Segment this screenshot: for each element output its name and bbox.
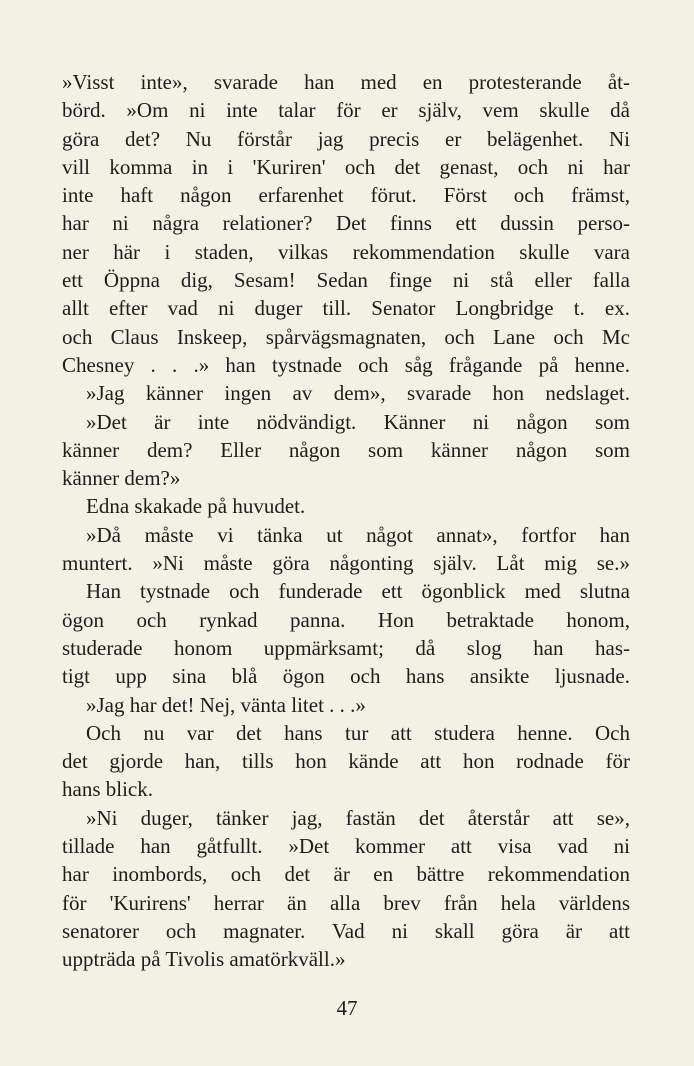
text-line: Han tystnade och funderade ett ögonblick med slutna — [86, 579, 630, 604]
text-line: för 'Kurirens' herrar än alla brev från hela världens — [62, 890, 630, 915]
text-line: »Det är inte nödvändigt. Känner ni någon som — [86, 409, 630, 434]
text-line: göra det? Nu förstår jag precis er belägenhet. Ni — [62, 126, 630, 151]
text-line: Edna skakade på huvudet. — [86, 494, 306, 519]
text-line: muntert. »Ni måste göra någonting själv. Låt mig se.» — [62, 551, 630, 576]
text-line: allt efter vad ni duger till. Senator Longbridge t. ex. — [62, 296, 630, 321]
text-line: det gjorde han, tills hon kände att hon rodnade för — [62, 749, 630, 774]
text-line: känner dem? Eller någon som känner någon som — [62, 437, 630, 462]
text-line: tigt upp sina blå ögon och hans ansikte ljusnade. — [62, 664, 630, 689]
text-line: ner här i staden, vilkas rekommendation skulle vara — [62, 239, 630, 264]
text-line: ögon och rynkad panna. Hon betraktade honom, — [62, 607, 630, 632]
text-line: »Då måste vi tänka ut något annat», fortfor han — [86, 522, 630, 547]
text-line: känner dem?» — [62, 466, 181, 491]
text-line: »Jag har det! Nej, vänta litet . . .» — [86, 692, 366, 717]
text-line: vill komma in i 'Kuriren' och det genast, och ni har — [62, 154, 630, 179]
text-line: »Ni duger, tänker jag, fastän det återstår att se», — [86, 805, 630, 830]
text-line: hans blick. — [62, 777, 153, 802]
text-line: har inombords, och det är en bättre rekommendation — [62, 862, 630, 887]
text-line: uppträda på Tivolis amatörkväll.» — [62, 947, 346, 972]
page-number: 47 — [336, 996, 358, 1020]
page-text-block — [62, 68, 630, 974]
text-line: har ni några relationer? Det finns ett dussin perso- — [62, 211, 630, 236]
text-line: studerade honom uppmärksamt; då slog han has- — [62, 635, 630, 660]
text-line: och Claus Inskeep, spårvägsmagnaten, och Lane och Mc — [62, 324, 630, 349]
text-line: »Jag känner ingen av dem», svarade hon nedslaget. — [86, 381, 630, 406]
text-line: inte haft någon erfarenhet förut. Först och främst, — [62, 183, 630, 208]
text-line: börd. »Om ni inte talar för er själv, vem skulle då — [62, 98, 630, 123]
text-line: Chesney . . .» han tystnade och såg frågande på henne. — [62, 352, 630, 377]
text-line: tillade han gåtfullt. »Det kommer att visa vad ni — [62, 834, 630, 859]
text-line: Och nu var det hans tur att studera henne. Och — [86, 720, 630, 745]
text-line: ett Öppna dig, Sesam! Sedan finge ni stå eller falla — [62, 268, 630, 293]
text-line: »Visst inte», svarade han med en protesterande åt- — [62, 70, 630, 94]
text-line: senatorer och magnater. Vad ni skall göra är att — [62, 918, 630, 943]
